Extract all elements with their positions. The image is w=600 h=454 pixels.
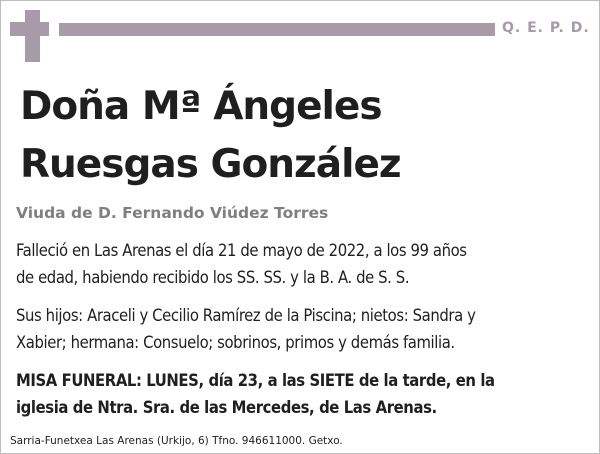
funeral-line2: iglesia de Ntra. Sra. de las Mercedes, de Las Arenas. [16,398,437,417]
death-line1: Falleció en Las Arenas el día 21 de mayo de 2022, a los 99 años [16,241,467,260]
header-rule [59,23,495,36]
family-paragraph [16,302,588,356]
funeral-line1: MISA FUNERAL: LUNES, día 23, a las SIETE de la tarde, en la [16,371,495,390]
cross-vertical-bar [25,10,40,62]
deceased-name-line1: Doña Mª Ángeles [20,84,382,129]
cross-horizontal-bar [10,22,49,36]
death-paragraph [16,237,588,291]
qepd-label: Q. E. P. D. [502,20,590,36]
funeral-paragraph [16,367,588,421]
widow-of-line: Viuda de D. Fernando Viúdez Torres [16,204,329,222]
funeral-home-footer: Sarria-Funetxea Las Arenas (Urkijo, 6) Tfno. 946611000. Getxo. [10,435,343,447]
family-line2: Xabier; hermana: Consuelo; sobrinos, primos y demás familia. [16,333,455,352]
deceased-name [20,78,590,194]
death-line2: de edad, habiendo recibido los SS. SS. y la B. A. de S. S. [16,268,410,287]
deceased-name-line2: Ruesgas González [20,142,401,187]
family-line1: Sus hijos: Araceli y Cecilio Ramírez de la Piscina; nietos: Sandra y [16,306,476,325]
